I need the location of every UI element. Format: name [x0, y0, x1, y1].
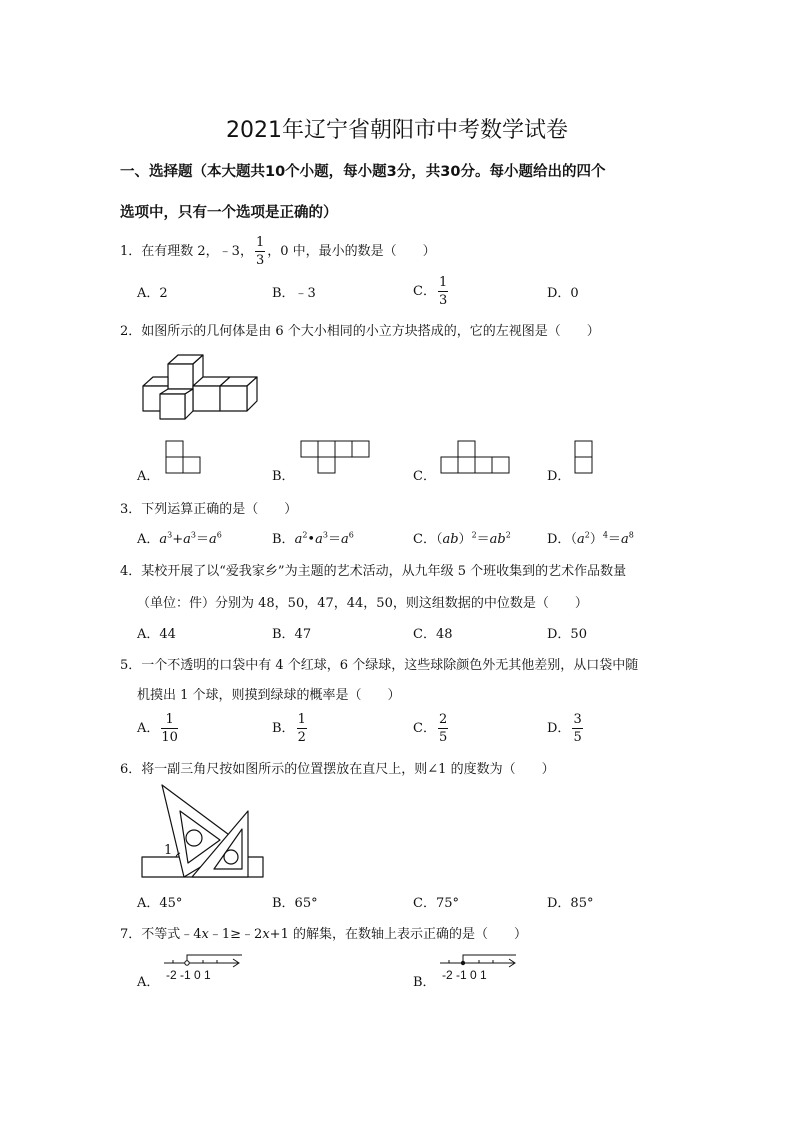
q5-option-c-fraction: [438, 713, 448, 744]
q3-option-c[interactable]: C．$(ab)^2=ab^2$: [413, 530, 511, 547]
question-2-stem: 2．如图所示的几何体是由 6 个大小相同的小立方块搭成的，它的左视图是（ ）: [120, 324, 600, 339]
page-title: 2021年辽宁省朝阳市中考数学试卷: [226, 118, 568, 143]
q1-option-c[interactable]: [413, 276, 450, 307]
q3-option-d[interactable]: D．$(a^2)^4=a^8$: [547, 530, 634, 547]
q5-b-num: 1: [297, 712, 306, 727]
q4-option-d[interactable]: D．50: [547, 627, 587, 642]
q4-option-c[interactable]: C．48: [413, 627, 453, 642]
q7-option-b[interactable]: B．: [413, 975, 436, 990]
q3-option-d-label: D．: [547, 532, 571, 547]
q7-stem-post: +1 的解集，在数轴上表示正确的是（ ）: [269, 927, 527, 942]
q6-option-d[interactable]: D．85°: [547, 896, 594, 911]
section-heading-line1: 一、选择题（本大题共10个小题，每小题3分，共30分。每小题给出的四个: [120, 164, 606, 180]
q1-c-num: 1: [438, 275, 448, 290]
q1-option-b[interactable]: B．﹣3: [272, 286, 316, 301]
q7-option-b-tick-labels: -2 -1 0 1: [442, 968, 487, 982]
q6-triangle-ruler-figure: [140, 783, 265, 879]
q1-stem-fraction: [255, 236, 265, 267]
q5-option-c[interactable]: [413, 713, 450, 744]
q2-option-d[interactable]: D．: [547, 469, 571, 484]
q3-option-b[interactable]: B．$a^2•a^3=a^6$: [272, 530, 354, 547]
q2-option-b[interactable]: B．: [272, 469, 295, 484]
section-heading-line2: 选项中，只有一个选项是正确的）: [120, 205, 338, 221]
q5-option-d-label: D．: [547, 721, 571, 736]
q6-option-b[interactable]: B．65°: [272, 896, 318, 911]
q4-option-b[interactable]: B．47: [272, 627, 312, 642]
question-4-line2: （单位：件）分别为 48，50，47，44，50，则这组数据的中位数是（ ）: [137, 596, 588, 611]
q5-option-a-fraction: [161, 713, 178, 744]
q5-option-b[interactable]: [272, 713, 309, 744]
q5-b-den: 2: [297, 730, 306, 745]
q5-option-b-label: B．: [272, 721, 295, 736]
question-4-line1: 4．某校开展了以“爱我家乡”为主题的艺术活动，从九年级 5 个班收集到的艺术作品数量: [120, 564, 627, 579]
q1-option-c-fraction: [438, 276, 448, 307]
q6-angle-label: 1: [164, 843, 173, 858]
question-7-stem: [120, 923, 527, 942]
q3-option-a[interactable]: A．$a^3+a^3=a^6$: [137, 530, 222, 547]
q5-option-d[interactable]: [547, 713, 585, 744]
q5-c-den: 5: [438, 730, 448, 745]
q5-option-c-label: C．: [413, 721, 436, 736]
q1-stem-pre: 1．在有理数 2，﹣3，: [120, 244, 253, 259]
q2-option-b-figure: [300, 440, 370, 474]
q5-a-den: 10: [161, 730, 178, 745]
question-6-stem: 6．将一副三角尺按如图所示的位置摆放在直尺上，则∠1 的度数为（ ）: [120, 762, 555, 777]
q5-option-a-label: A．: [137, 721, 160, 736]
q7-var-1: x: [201, 927, 209, 942]
q3-option-a-label: A．: [137, 532, 160, 547]
q5-option-a[interactable]: [137, 713, 180, 744]
q5-option-d-fraction: [572, 713, 582, 744]
q2-option-a-figure: [165, 440, 201, 474]
q5-d-den: 5: [573, 730, 582, 745]
q5-option-b-fraction: [297, 713, 307, 744]
q7-stem-pre: 7．不等式﹣4: [120, 927, 202, 942]
q1-stem-post: ，0 中，最小的数是（ ）: [267, 244, 436, 259]
question-5-line2: 机摸出 1 个球，则摸到绿球的概率是（ ）: [137, 688, 401, 703]
q2-option-d-figure: [574, 440, 594, 474]
q2-option-a[interactable]: A．: [137, 469, 160, 484]
q7-stem-mid: ﹣1≥﹣2: [208, 927, 263, 942]
q2-option-c-figure: [440, 440, 510, 474]
q1-option-d[interactable]: D．0: [547, 286, 579, 301]
q3-option-c-label: C．: [413, 532, 436, 547]
q2-option-c[interactable]: C．: [413, 469, 436, 484]
q1-c-den: 3: [438, 293, 448, 308]
q7-var-2: x: [262, 927, 270, 942]
question-3-stem: 3．下列运算正确的是（ ）: [120, 502, 298, 517]
question-1-stem: [120, 236, 436, 267]
q2-cube-solid-figure: [140, 350, 265, 422]
q6-option-a[interactable]: A．45°: [137, 896, 183, 911]
q5-d-num: 3: [573, 712, 582, 727]
q1-option-c-label: C．: [413, 284, 436, 299]
q3-option-b-label: B．: [272, 532, 295, 547]
q5-c-num: 2: [438, 712, 448, 727]
q1-stem-frac-den: 3: [255, 253, 265, 268]
q1-stem-frac-num: 1: [255, 235, 265, 250]
q6-option-c[interactable]: C．75°: [413, 896, 459, 911]
q7-option-a-tick-labels: -2 -1 0 1: [166, 968, 211, 982]
question-5-line1: 5．一个不透明的口袋中有 4 个红球，6 个绿球，这些球除颜色外无其他差别，从口袋中随: [120, 658, 639, 673]
q7-option-a[interactable]: A．: [137, 975, 160, 990]
q4-option-a[interactable]: A．44: [137, 627, 176, 642]
q5-a-num: 1: [161, 713, 178, 729]
q1-option-a[interactable]: A．2: [137, 286, 168, 301]
